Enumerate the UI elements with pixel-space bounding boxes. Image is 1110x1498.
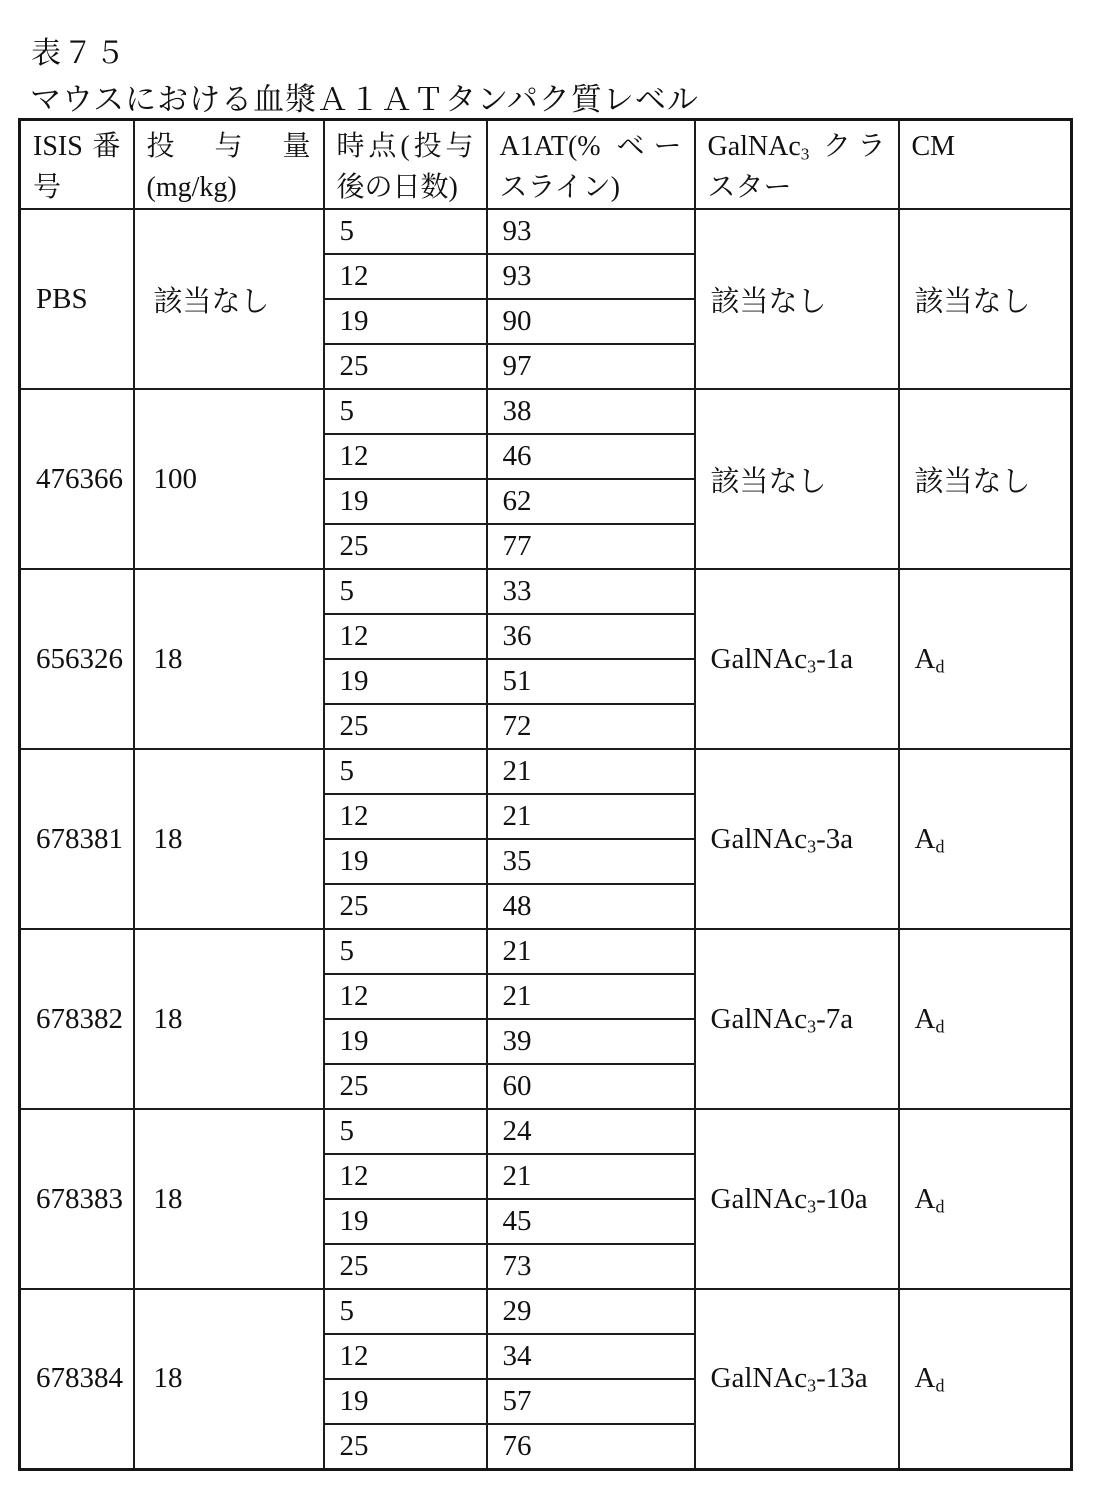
galnac-text: 該当なし xyxy=(710,285,827,318)
header-line: (mg/kg) xyxy=(146,172,237,203)
galnac-header-suffix: クラ xyxy=(809,131,886,162)
timepoint-cell: 19 xyxy=(324,839,487,884)
timepoint-cell: 12 xyxy=(324,1154,487,1199)
header-row xyxy=(20,120,1072,210)
header-line: ISIS 番 xyxy=(33,131,121,162)
galnac-cluster-cell xyxy=(695,209,899,389)
galnac-cluster-cell xyxy=(695,749,899,929)
cm-text: A xyxy=(914,1182,936,1215)
galnac-suffix: -1a xyxy=(816,642,854,675)
a1at-value-cell: 93 xyxy=(487,209,695,254)
galnac-text: GalNAc xyxy=(710,1362,808,1395)
timepoint-cell: 12 xyxy=(324,614,487,659)
dose-cell: 100 xyxy=(134,389,324,569)
galnac-text: GalNAc xyxy=(710,822,808,855)
timepoint-cell: 19 xyxy=(324,299,487,344)
timepoint-cell: 5 xyxy=(324,929,487,974)
galnac-suffix: -7a xyxy=(816,1002,854,1035)
a1at-value-cell: 97 xyxy=(487,344,695,389)
table-row xyxy=(20,749,1072,794)
cm-subscript: d xyxy=(935,1375,945,1396)
a1at-value-cell: 39 xyxy=(487,1019,695,1064)
col-header-a1at xyxy=(487,120,695,210)
a1at-value-cell: 73 xyxy=(487,1244,695,1289)
timepoint-cell: 12 xyxy=(324,254,487,299)
a1at-value-cell: 24 xyxy=(487,1109,695,1154)
timepoint-cell: 5 xyxy=(324,1289,487,1334)
isis-number-cell: 678381 xyxy=(20,749,134,929)
galnac-subscript: 3 xyxy=(807,835,817,856)
a1at-value-cell: 21 xyxy=(487,1154,695,1199)
table-row xyxy=(20,1289,1072,1334)
cm-subscript: d xyxy=(935,1195,945,1216)
timepoint-cell: 12 xyxy=(324,794,487,839)
col-header-dose xyxy=(134,120,324,210)
table-number-title: 表７５ xyxy=(31,37,127,70)
timepoint-cell: 19 xyxy=(324,659,487,704)
header-line: 投 与 量 xyxy=(146,131,311,162)
galnac-header-subscript: 3 xyxy=(800,144,810,164)
cm-subscript: d xyxy=(935,655,945,676)
galnac-header-text: GalNAc xyxy=(707,131,801,162)
timepoint-cell: 25 xyxy=(324,884,487,929)
a1at-value-cell: 93 xyxy=(487,254,695,299)
a1at-value-cell: 38 xyxy=(487,389,695,434)
dose-cell: 18 xyxy=(134,749,324,929)
cm-subscript: d xyxy=(935,835,945,856)
a1at-value-cell: 60 xyxy=(487,1064,695,1109)
cm-subscript: d xyxy=(935,1015,945,1036)
a1at-value-cell: 72 xyxy=(487,704,695,749)
isis-number-cell: 656326 xyxy=(20,569,134,749)
timepoint-cell: 5 xyxy=(324,569,487,614)
header-line: スター xyxy=(707,172,792,203)
timepoint-cell: 5 xyxy=(324,749,487,794)
header-line xyxy=(708,126,886,167)
a1at-value-cell: 29 xyxy=(487,1289,695,1334)
cm-cell xyxy=(899,209,1072,389)
header-line: A1AT(% ベー xyxy=(499,131,682,162)
galnac-cluster-cell xyxy=(695,569,899,749)
timepoint-cell: 25 xyxy=(324,1244,487,1289)
a1at-value-cell: 48 xyxy=(487,884,695,929)
a1at-value-cell: 90 xyxy=(487,299,695,344)
col-header-galnac-cluster xyxy=(695,120,899,210)
cm-text: 該当なし xyxy=(914,285,1031,318)
dose-cell: 18 xyxy=(134,1289,324,1469)
isis-number-cell: 678384 xyxy=(20,1289,134,1469)
dose-cell: 18 xyxy=(134,929,324,1109)
a1at-value-cell: 76 xyxy=(487,1424,695,1469)
a1at-value-cell: 33 xyxy=(487,569,695,614)
a1at-value-cell: 62 xyxy=(487,479,695,524)
isis-number-cell: 678383 xyxy=(20,1109,134,1289)
table-row xyxy=(20,389,1072,434)
timepoint-cell: 25 xyxy=(324,344,487,389)
cm-cell xyxy=(899,389,1072,569)
header-line: スライン) xyxy=(499,172,620,203)
table-row xyxy=(20,209,1072,254)
galnac-text: GalNAc xyxy=(710,642,808,675)
data-table xyxy=(18,118,1073,1471)
table-row xyxy=(20,929,1072,974)
cm-cell xyxy=(899,749,1072,929)
isis-number-cell: PBS xyxy=(20,209,134,389)
galnac-text: GalNAc xyxy=(710,1002,808,1035)
galnac-cluster-cell xyxy=(695,389,899,569)
timepoint-cell: 19 xyxy=(324,479,487,524)
timepoint-cell: 5 xyxy=(324,389,487,434)
table-caption: マウスにおける血漿Ａ１ＡＴタンパク質レベル xyxy=(30,82,699,117)
dose-cell: 18 xyxy=(134,569,324,749)
a1at-value-cell: 51 xyxy=(487,659,695,704)
timepoint-cell: 19 xyxy=(324,1199,487,1244)
timepoint-cell: 25 xyxy=(324,704,487,749)
galnac-suffix: -13a xyxy=(816,1362,868,1395)
galnac-suffix: -10a xyxy=(816,1182,868,1215)
isis-number-cell: 476366 xyxy=(20,389,134,569)
timepoint-cell: 12 xyxy=(324,974,487,1019)
galnac-suffix: -3a xyxy=(816,822,854,855)
timepoint-cell: 12 xyxy=(324,434,487,479)
dose-cell: 18 xyxy=(134,1109,324,1289)
a1at-value-cell: 36 xyxy=(487,614,695,659)
a1at-value-cell: 21 xyxy=(487,974,695,1019)
a1at-value-cell: 21 xyxy=(487,794,695,839)
isis-number-cell: 678382 xyxy=(20,929,134,1109)
dose-cell: 該当なし xyxy=(134,209,324,389)
galnac-text: 該当なし xyxy=(710,465,827,498)
a1at-value-cell: 21 xyxy=(487,929,695,974)
timepoint-cell: 25 xyxy=(324,1064,487,1109)
a1at-value-cell: 46 xyxy=(487,434,695,479)
col-header-timepoint xyxy=(324,120,487,210)
col-header-isis-number xyxy=(20,120,134,210)
header-line: 時点(投与 xyxy=(336,131,474,162)
col-header-cm xyxy=(899,120,1072,210)
cm-text: 該当なし xyxy=(914,465,1031,498)
timepoint-cell: 25 xyxy=(324,524,487,569)
a1at-value-cell: 34 xyxy=(487,1334,695,1379)
galnac-cluster-cell xyxy=(695,1109,899,1289)
timepoint-cell: 25 xyxy=(324,1424,487,1469)
cm-text: A xyxy=(914,822,936,855)
table-row xyxy=(20,569,1072,614)
a1at-value-cell: 45 xyxy=(487,1199,695,1244)
galnac-subscript: 3 xyxy=(807,1195,817,1216)
cm-text: A xyxy=(914,1362,936,1395)
timepoint-cell: 5 xyxy=(324,1109,487,1154)
header-line: 後の日数) xyxy=(336,172,458,203)
galnac-subscript: 3 xyxy=(807,1375,817,1396)
a1at-value-cell: 77 xyxy=(487,524,695,569)
a1at-value-cell: 21 xyxy=(487,749,695,794)
timepoint-cell: 5 xyxy=(324,209,487,254)
header-line: 号 xyxy=(33,172,62,203)
table-row xyxy=(20,1109,1072,1154)
galnac-cluster-cell xyxy=(695,1289,899,1469)
galnac-subscript: 3 xyxy=(807,655,817,676)
a1at-value-cell: 35 xyxy=(487,839,695,884)
timepoint-cell: 19 xyxy=(324,1379,487,1424)
a1at-value-cell: 57 xyxy=(487,1379,695,1424)
timepoint-cell: 12 xyxy=(324,1334,487,1379)
cm-text: A xyxy=(914,1002,936,1035)
timepoint-cell: 19 xyxy=(324,1019,487,1064)
cm-text: A xyxy=(914,642,936,675)
galnac-text: GalNAc xyxy=(710,1182,808,1215)
cm-cell xyxy=(899,1289,1072,1469)
cm-cell xyxy=(899,1109,1072,1289)
header-line: CM xyxy=(911,131,956,162)
galnac-subscript: 3 xyxy=(807,1015,817,1036)
galnac-cluster-cell xyxy=(695,929,899,1109)
cm-cell xyxy=(899,929,1072,1109)
cm-cell xyxy=(899,569,1072,749)
